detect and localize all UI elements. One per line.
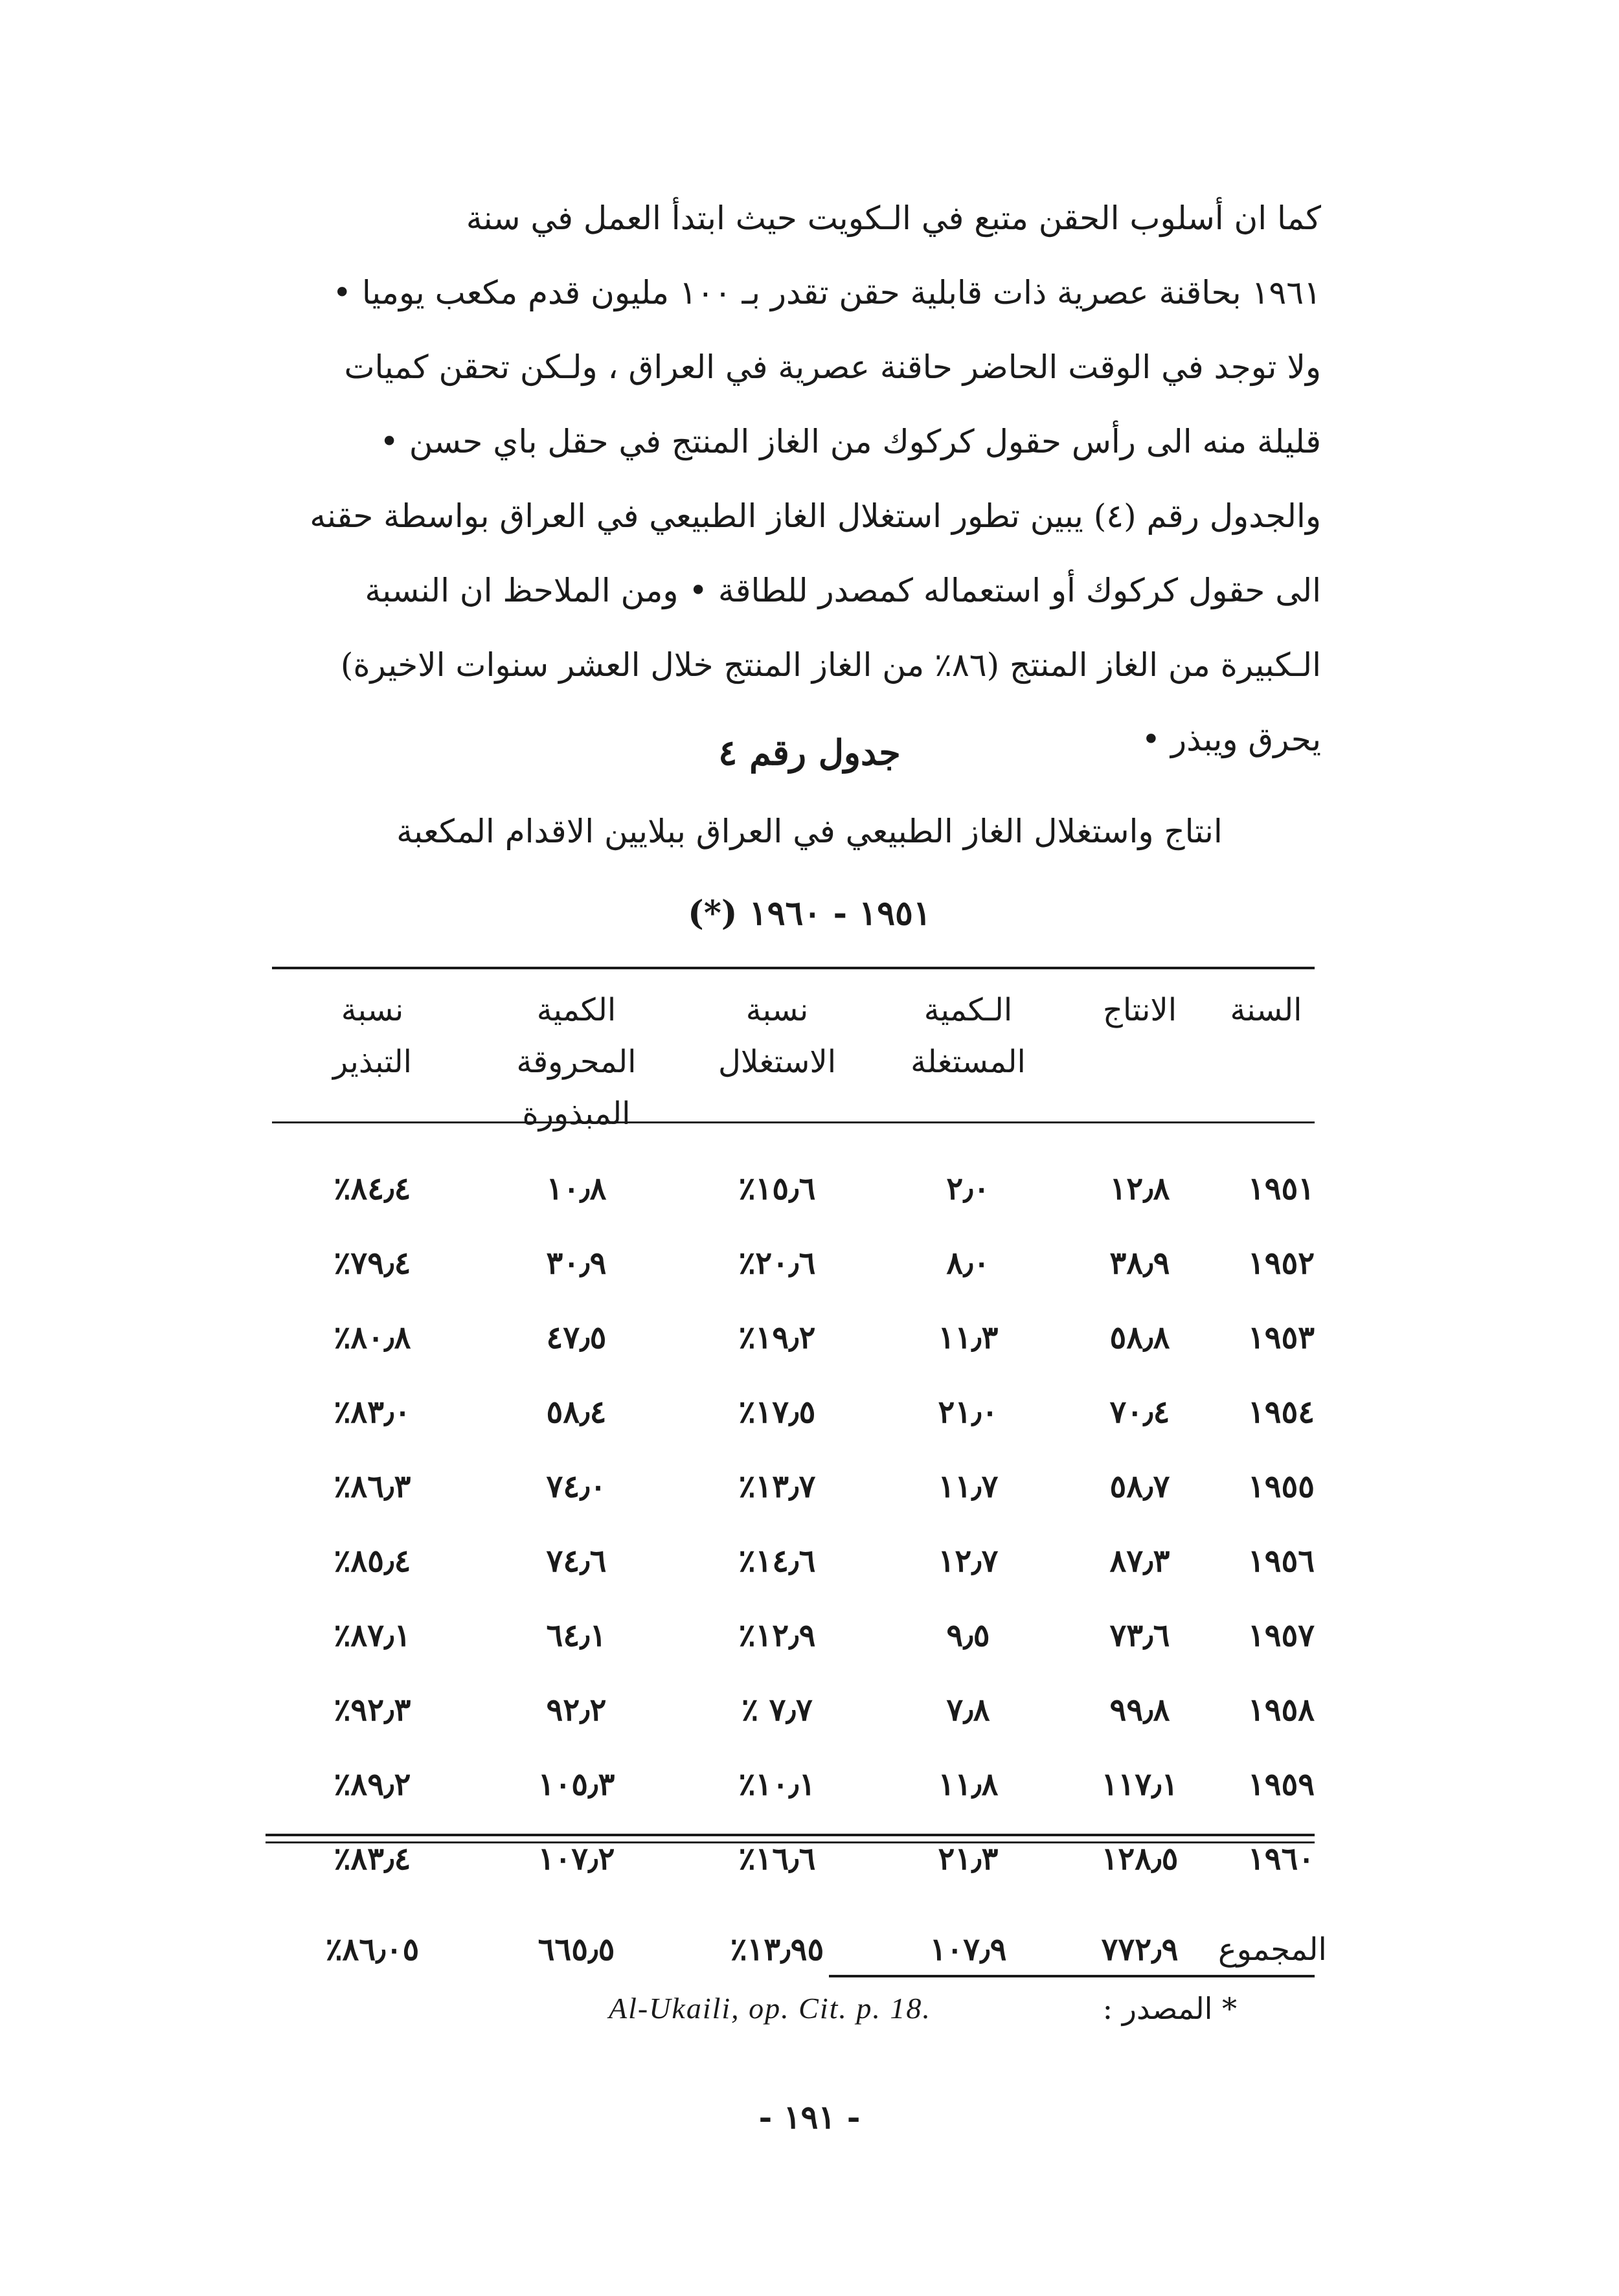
table-cell: ٧٠٫٤ <box>1109 1393 1170 1430</box>
table-row <box>272 1140 1315 1226</box>
table-cell: ٪١٢٫٩ <box>738 1617 816 1654</box>
table-cell: ٥٨٫٨ <box>1109 1319 1170 1356</box>
year-cell: ١٩٥٦ <box>1247 1542 1315 1579</box>
paragraph-line: كما ان أسلوب الحقن متبع في الـكويت حيث ابتدأ العمل في سنة <box>466 199 1321 237</box>
paragraph-line: ١٩٦١ بحاقنة عصرية ذات قابلية حقن تقدر بـ ١٠٠ مليون قدم مكعب يوميا • <box>332 274 1321 311</box>
table-cell: ١٢٫٧ <box>938 1542 999 1579</box>
header-waste-ratio: نسبة التبذير <box>333 992 412 1080</box>
table-cell: ١١٫٨ <box>938 1766 999 1803</box>
table-cell: ٪٧٩٫٤ <box>334 1244 411 1281</box>
year-cell: ١٩٥٥ <box>1247 1468 1315 1505</box>
table-cell: ٣٠٫٩ <box>546 1244 607 1281</box>
table-cell: ٪ ٧٫٧ <box>742 1691 813 1728</box>
header-year: السنة <box>1230 992 1302 1028</box>
table-title: انتاج واستغلال الغاز الطبيعي في العراق ببلايين الاقدام المكعبة <box>396 813 1223 850</box>
paragraph-line: الـكبيرة من الغاز المنتج (٨٦٪ من الغاز المنتج خلال العشر سنوات الاخيرة) <box>340 646 1321 684</box>
table-cell: ٩٩٫٨ <box>1109 1691 1170 1728</box>
page-number: - ١٩١ - <box>758 2098 861 2136</box>
paragraph-line: قليلة منه الى رأس حقول كركوك من الغاز المنتج في حقل باي حسن • <box>379 423 1321 460</box>
table-row <box>272 1598 1315 1672</box>
gas-production-table <box>272 971 1327 1992</box>
table-cell: ١٢٫٨ <box>1109 1170 1170 1207</box>
table-cell: ٩٢٫٢ <box>546 1691 607 1728</box>
table-row <box>272 1821 1315 1896</box>
footnote-rule <box>829 1975 1315 1977</box>
table-cell: ٪٨٧٫١ <box>334 1617 411 1654</box>
table-cell: ١٢٨٫٥ <box>1101 1840 1179 1877</box>
table-cell: ٢١٫٠ <box>938 1393 999 1430</box>
table-cell: ٪١٦٫٦ <box>738 1840 816 1877</box>
table-cell: ٧٤٫٦ <box>546 1542 607 1579</box>
table-row <box>272 1449 1315 1524</box>
source-label: * المصدر : <box>1102 1991 1237 2026</box>
body-paragraph <box>259 181 1321 777</box>
table-cell: ٪٩٢٫٣ <box>334 1691 411 1728</box>
table-cell: ٪٨٦٫٣ <box>334 1468 411 1505</box>
year-cell: المجموع <box>1218 1931 1327 1968</box>
table-cell: ٪٨٣٫٤ <box>334 1840 411 1877</box>
table-cell: ١٠٥٫٣ <box>538 1766 615 1803</box>
table-cell: ٪٨٠٫٨ <box>334 1319 411 1356</box>
table-cell: ٩٫٥ <box>946 1617 990 1654</box>
table-row <box>272 1672 1315 1747</box>
table-row <box>272 1300 1315 1375</box>
year-cell: ١٩٥٢ <box>1247 1244 1315 1281</box>
year-cell: ١٩٥١ <box>1247 1170 1315 1207</box>
header-flared-quantity: الكمية المحروقة المبذورة <box>516 992 637 1132</box>
paragraph-line: يحرق ويبذر • <box>1141 721 1321 758</box>
header-utilized-quantity: الـكمية المستغلة <box>911 992 1026 1080</box>
paragraph-line: ولا توجد في الوقت الحاضر حاقنة عصرية في العراق ، ولـكن تحقن كميات <box>344 348 1321 386</box>
source-citation: Al-Ukaili, op. Cit. p. 18. <box>609 1992 931 2025</box>
table-cell: ٣٨٫٩ <box>1109 1244 1170 1281</box>
year-cell: ١٩٥٨ <box>1247 1691 1315 1728</box>
year-cell: ١٩٦٠ <box>1247 1840 1315 1877</box>
table-top-rule <box>272 967 1315 969</box>
table-row <box>272 1226 1315 1300</box>
table-header-row <box>272 971 1315 1140</box>
table-cell: ١١٧٫١ <box>1101 1766 1179 1803</box>
table-cell: ٪١٧٫٥ <box>738 1393 816 1430</box>
table-cell: ٪١٤٫٦ <box>738 1542 816 1579</box>
table-row <box>272 1375 1315 1449</box>
table-label: جدول رقم ٤ <box>718 732 901 773</box>
table-cell: ٪٨٦٫٠٥ <box>325 1931 420 1968</box>
table-cell: ٪١٠٫١ <box>738 1766 816 1803</box>
table-cell: ٧٣٫٦ <box>1109 1617 1170 1654</box>
table-cell: ١١٫٣ <box>938 1319 999 1356</box>
table-cell: ١٠٧٫٩ <box>929 1931 1007 1968</box>
table-cell: ٧٤٫٠ <box>546 1468 607 1505</box>
table-cell: ٪٨٣٫٠ <box>334 1393 411 1430</box>
table-years-range: ١٩٥١ - ١٩٦٠ (*) <box>688 894 931 933</box>
table-cell: ١١٫٧ <box>938 1468 999 1505</box>
table-cell: ٨٫٠ <box>946 1244 990 1281</box>
table-cell: ٦٤٫١ <box>546 1617 607 1654</box>
paragraph-line: الى حقول كركوك أو استعماله كمصدر للطاقة • ومن الملاحظ ان النسبة <box>365 572 1321 609</box>
table-cell: ٨٧٫٣ <box>1109 1542 1170 1579</box>
year-cell: ١٩٥٤ <box>1247 1393 1315 1430</box>
year-cell: ١٩٥٧ <box>1247 1617 1315 1654</box>
table-cell: ٪٨٩٫٢ <box>334 1766 411 1803</box>
table-row <box>272 1524 1315 1598</box>
table-cell: ٥٨٫٧ <box>1109 1468 1170 1505</box>
table-cell: ٢١٫٣ <box>938 1840 999 1877</box>
table-cell: ٪٢٠٫٦ <box>738 1244 816 1281</box>
table-cell: ٦٦٥٫٥ <box>538 1931 615 1968</box>
table-row <box>272 1747 1315 1821</box>
table-cell: ٥٨٫٤ <box>546 1393 607 1430</box>
source-footnote <box>0 1991 1619 2036</box>
table-cell: ٧٧٢٫٩ <box>1101 1931 1179 1968</box>
year-cell: ١٩٥٣ <box>1247 1319 1315 1356</box>
table-cell: ٪١٩٫٢ <box>738 1319 816 1356</box>
table-cell: ١٠٧٫٢ <box>538 1840 615 1877</box>
table-cell: ٪٨٥٫٤ <box>334 1542 411 1579</box>
table-cell: ٧٫٨ <box>946 1691 990 1728</box>
paragraph-line: والجدول رقم (٤) يبين تطور استغلال الغاز الطبيعي في العراق بواسطة حقنه <box>310 497 1321 535</box>
table-cell: ١٠٫٨ <box>546 1170 607 1207</box>
table-cell: ٪٨٤٫٤ <box>334 1170 411 1207</box>
table-cell: ٤٧٫٥ <box>546 1319 607 1356</box>
table-cell: ٪١٣٫٩٥ <box>730 1931 824 1968</box>
header-utilization-ratio: نسبة الاستغلال <box>718 992 837 1080</box>
table-total-row <box>272 1896 1315 1992</box>
table-cell: ٪١٣٫٧ <box>738 1468 816 1505</box>
table-cell: ٪١٥٫٦ <box>738 1170 816 1207</box>
year-cell: ١٩٥٩ <box>1247 1766 1315 1803</box>
table-cell: ٢٫٠ <box>946 1170 990 1207</box>
header-production: الانتاج <box>1102 992 1177 1028</box>
